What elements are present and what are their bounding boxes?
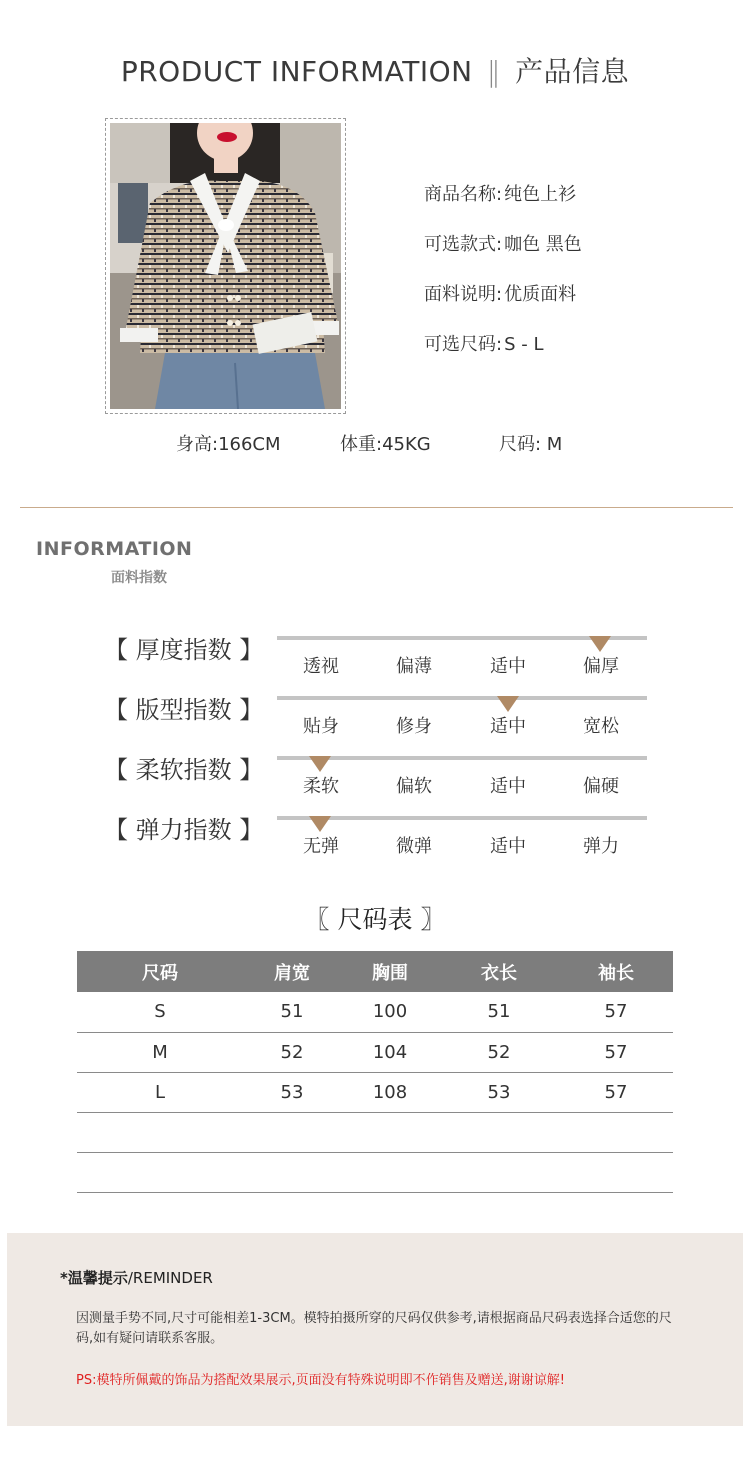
table-header: 尺码 bbox=[77, 951, 243, 992]
index-marker bbox=[309, 756, 331, 772]
product-photo bbox=[110, 123, 341, 409]
info-row-style bbox=[424, 230, 582, 280]
table-row bbox=[77, 1112, 673, 1152]
product-photo-frame bbox=[105, 118, 346, 414]
size-table bbox=[77, 951, 673, 1193]
table-cell: 57 bbox=[559, 992, 673, 1032]
table-cell: 52 bbox=[439, 1032, 559, 1072]
table-header-row bbox=[77, 951, 673, 992]
index-row-fit bbox=[0, 696, 750, 756]
title-en: PRODUCT INFORMATION bbox=[120, 55, 473, 88]
index-option: 微弹 bbox=[396, 836, 432, 857]
reminder-box bbox=[7, 1233, 743, 1426]
reminder-title-en: /REMINDER bbox=[127, 1269, 213, 1287]
index-option: 修身 bbox=[396, 716, 432, 737]
info-label: 可选尺码: bbox=[424, 334, 503, 355]
index-option: 偏薄 bbox=[396, 656, 432, 677]
index-option: 适中 bbox=[490, 836, 526, 857]
info-row-name bbox=[424, 180, 582, 230]
index-marker bbox=[589, 636, 611, 652]
model-size: 尺码: M bbox=[499, 434, 563, 455]
index-option: 贴身 bbox=[303, 716, 339, 737]
information-title: INFORMATION bbox=[36, 538, 193, 560]
table-row bbox=[77, 1032, 673, 1072]
table-cell: 104 bbox=[341, 1032, 439, 1072]
index-marker bbox=[309, 816, 331, 832]
model-weight: 体重:45KG bbox=[340, 434, 431, 455]
table-cell bbox=[77, 1112, 243, 1152]
info-row-size bbox=[424, 330, 582, 380]
table-cell: 53 bbox=[243, 1072, 341, 1112]
info-label: 商品名称: bbox=[424, 184, 503, 205]
table-cell: 108 bbox=[341, 1072, 439, 1112]
index-option: 偏厚 bbox=[583, 656, 619, 677]
info-label: 面料说明: bbox=[424, 284, 503, 305]
model-height: 身高:166CM bbox=[176, 434, 281, 455]
table-cell: 51 bbox=[439, 992, 559, 1032]
table-cell bbox=[559, 1152, 673, 1192]
table-cell bbox=[439, 1152, 559, 1192]
product-info-list bbox=[424, 180, 582, 380]
index-bar bbox=[277, 816, 647, 820]
index-bar bbox=[277, 756, 647, 760]
reminder-ps: PS:模特所佩戴的饰品为搭配效果展示,页面没有特殊说明即不作销售及赠送,谢谢谅解! bbox=[76, 1373, 565, 1388]
table-cell: 53 bbox=[439, 1072, 559, 1112]
table-cell: 100 bbox=[341, 992, 439, 1032]
table-cell: 51 bbox=[243, 992, 341, 1032]
table-cell bbox=[341, 1112, 439, 1152]
table-cell bbox=[559, 1112, 673, 1152]
size-chart-title: 〖 尺码表 〗 bbox=[304, 905, 446, 934]
index-option: 适中 bbox=[490, 656, 526, 677]
table-cell bbox=[243, 1152, 341, 1192]
table-cell: L bbox=[77, 1072, 243, 1112]
section-divider bbox=[20, 507, 733, 508]
title-cn: 产品信息 bbox=[515, 55, 630, 88]
title-separator: ‖ bbox=[486, 55, 502, 88]
table-row bbox=[77, 1072, 673, 1112]
index-label: 【 版型指数 】 bbox=[104, 696, 264, 724]
table-row bbox=[77, 1152, 673, 1192]
reminder-title bbox=[60, 1267, 213, 1288]
info-row-fabric bbox=[424, 280, 582, 330]
info-value: 咖色 黑色 bbox=[504, 234, 582, 255]
info-value: S - L bbox=[504, 334, 544, 355]
information-subtitle: 面料指数 bbox=[111, 570, 167, 586]
index-row-thickness bbox=[0, 636, 750, 696]
index-option: 偏硬 bbox=[583, 776, 619, 797]
table-header: 袖长 bbox=[559, 951, 673, 992]
index-row-elasticity bbox=[0, 816, 750, 876]
info-value: 优质面料 bbox=[504, 284, 577, 305]
index-option: 偏软 bbox=[396, 776, 432, 797]
page-title bbox=[0, 50, 750, 90]
table-cell: 57 bbox=[559, 1032, 673, 1072]
table-cell: S bbox=[77, 992, 243, 1032]
table-cell bbox=[243, 1112, 341, 1152]
index-bar bbox=[277, 696, 647, 700]
index-option: 柔软 bbox=[303, 776, 339, 797]
index-label: 【 弹力指数 】 bbox=[104, 816, 264, 844]
index-option: 宽松 bbox=[583, 716, 619, 737]
table-cell: M bbox=[77, 1032, 243, 1072]
model-illustration bbox=[110, 123, 341, 409]
index-option: 透视 bbox=[303, 656, 339, 677]
table-header: 胸围 bbox=[341, 951, 439, 992]
reminder-body: 因测量手势不同,尺寸可能相差1-3CM。模特拍摄所穿的尺码仅供参考,请根据商品尺码表选择合适您的尺码,如有疑问请联系客服。 bbox=[76, 1311, 672, 1346]
index-label: 【 柔软指数 】 bbox=[104, 756, 264, 784]
info-value: 纯色上衫 bbox=[504, 184, 577, 205]
reminder-title-bold: *温馨提示 bbox=[60, 1269, 128, 1287]
table-row bbox=[77, 992, 673, 1032]
index-row-softness bbox=[0, 756, 750, 816]
info-label: 可选款式: bbox=[424, 234, 503, 255]
index-option: 适中 bbox=[490, 776, 526, 797]
index-label: 【 厚度指数 】 bbox=[104, 636, 264, 664]
index-option: 弹力 bbox=[583, 836, 619, 857]
index-option: 适中 bbox=[490, 716, 526, 737]
table-cell: 52 bbox=[243, 1032, 341, 1072]
table-cell bbox=[341, 1152, 439, 1192]
table-header: 衣长 bbox=[439, 951, 559, 992]
table-header: 肩宽 bbox=[243, 951, 341, 992]
index-option: 无弹 bbox=[303, 836, 339, 857]
table-cell bbox=[439, 1112, 559, 1152]
index-marker bbox=[497, 696, 519, 712]
table-cell: 57 bbox=[559, 1072, 673, 1112]
table-cell bbox=[77, 1152, 243, 1192]
